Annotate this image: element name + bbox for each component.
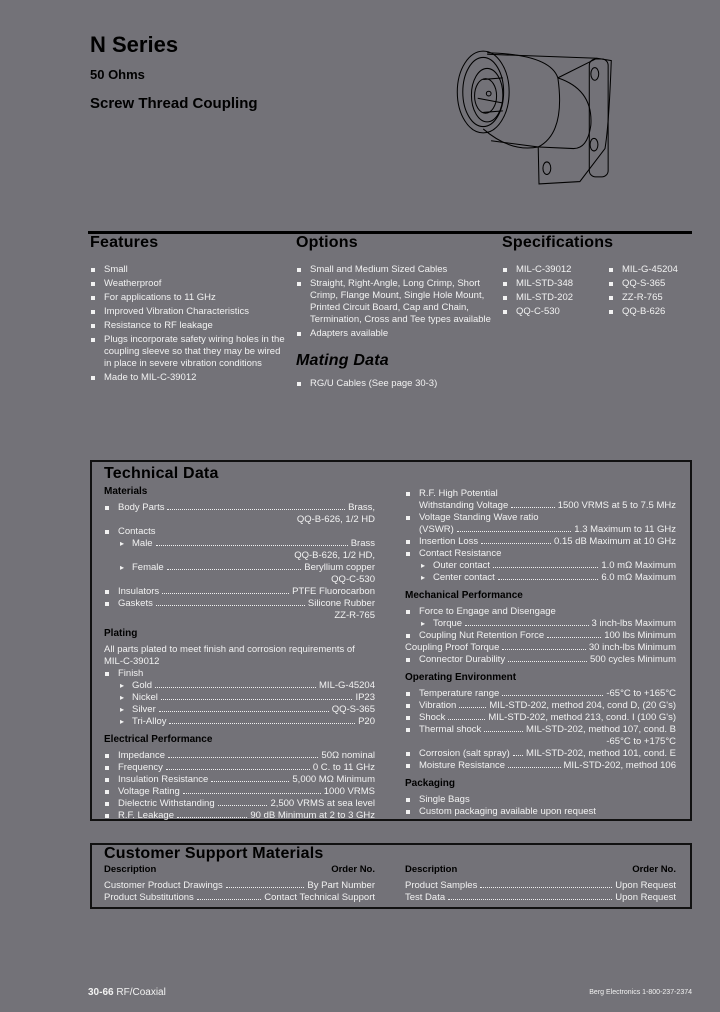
spec-label: Frequency xyxy=(118,762,163,773)
list-item: Improved Vibration Characteristics xyxy=(90,306,285,318)
support-order-no: Contact Technical Support xyxy=(264,892,375,903)
subsection-heading: Operating Environment xyxy=(405,672,517,683)
dot-leader xyxy=(226,887,305,888)
spec-row xyxy=(104,538,375,550)
spec-row xyxy=(104,704,375,716)
dot-leader xyxy=(168,757,318,758)
spec-value: QQ-S-365 xyxy=(331,704,375,715)
spec-value: Beryllium copper xyxy=(304,562,375,573)
spec-value: QQ-C-530 xyxy=(331,574,375,585)
dot-leader xyxy=(218,805,268,806)
spec-row xyxy=(104,502,375,514)
spec-label: ▸ Female xyxy=(132,562,164,573)
spec-label: (VSWR) xyxy=(419,524,454,535)
spec-row xyxy=(405,736,676,748)
dot-leader xyxy=(448,899,612,900)
technical-right-column xyxy=(405,488,676,818)
spec-label: ▸ Gold xyxy=(132,680,153,691)
list-item: Plugs incorporate safety wiring holes in the coupling sleeve so that they may be wired in place in severe vibration conditions xyxy=(90,334,285,370)
subsection-heading: Packaging xyxy=(405,778,456,789)
spec-value: 1500 VRMS at 5 to 7.5 MHz xyxy=(557,500,676,511)
spec-value: ZZ-R-765 xyxy=(334,610,375,621)
support-description: Product Samples xyxy=(405,880,478,891)
spec-value: P20 xyxy=(358,716,375,727)
spec-row xyxy=(405,536,676,548)
list-item: Resistance to RF leakage xyxy=(90,320,285,332)
specifications-heading: Specifications xyxy=(502,234,614,251)
spec-value: MIL-STD-202, method 213, cond. I (100 G's) xyxy=(488,712,676,723)
spec-value: PTFE Fluorocarbon xyxy=(292,586,375,597)
options-section xyxy=(296,234,491,392)
mating-list xyxy=(296,378,491,390)
footer-company: Berg Electronics 1-800-237-2374 xyxy=(589,989,692,996)
list-item: Small xyxy=(90,264,285,276)
spec-row xyxy=(104,680,375,692)
spec-row xyxy=(104,750,375,762)
spec-label: R.F. High Potential xyxy=(419,488,498,499)
coupling-subtitle: Screw Thread Coupling xyxy=(90,95,258,112)
spec-label: Thermal shock xyxy=(419,724,482,735)
dot-leader xyxy=(162,593,289,594)
spec-value: 1.3 Maximum to 11 GHz xyxy=(574,524,676,535)
page-number: 30-66 xyxy=(88,987,114,998)
spec-label: Dielectric Withstanding xyxy=(118,798,215,809)
spec-label: Voltage Rating xyxy=(118,786,180,797)
spec-label: Voltage Standing Wave ratio xyxy=(419,512,539,523)
spec-value: Silicone Rubber xyxy=(307,598,375,609)
spec-value: 1.0 mΩ Maximum xyxy=(601,560,676,571)
dot-leader xyxy=(459,707,486,708)
dot-leader xyxy=(502,695,603,696)
spec-label: ▸ Torque xyxy=(433,618,463,629)
spec-row xyxy=(405,500,676,512)
spec-row xyxy=(104,810,375,822)
features-heading: Features xyxy=(90,234,159,251)
list-item: MIL-STD-348 xyxy=(502,278,608,290)
spec-row xyxy=(405,760,676,772)
spec-row xyxy=(104,716,375,728)
features-list xyxy=(90,264,285,384)
spec-label: Single Bags xyxy=(419,794,470,805)
dot-leader xyxy=(484,731,523,732)
spec-label: Gaskets xyxy=(118,598,153,609)
dot-leader xyxy=(167,569,302,570)
mating-heading: Mating Data xyxy=(296,352,389,369)
dot-leader xyxy=(197,899,261,900)
list-item: QQ-C-530 xyxy=(502,306,608,318)
spec-value: -65°C to +175°C xyxy=(606,736,676,747)
spec-row xyxy=(405,618,676,630)
spec-label: Insertion Loss xyxy=(419,536,479,547)
spec-label: Moisture Resistance xyxy=(419,760,506,771)
spec-row xyxy=(405,794,676,806)
col-description: Description xyxy=(104,864,157,875)
col-description: Description xyxy=(405,864,458,875)
spec-row xyxy=(104,762,375,774)
dot-leader xyxy=(159,711,329,712)
spec-value: 0.15 dB Maximum at 10 GHz xyxy=(554,536,676,547)
customer-support-heading: Customer Support Materials xyxy=(104,845,324,862)
spec-row xyxy=(104,526,375,538)
spec-value: Brass xyxy=(350,538,375,549)
support-order-no: By Part Number xyxy=(307,880,375,891)
spec-label: Contact Resistance xyxy=(419,548,502,559)
spec-value: Brass, xyxy=(348,502,375,513)
paragraph: All parts plated to meet finish and corrosion requirements of MIL-C-39012 xyxy=(104,644,355,667)
spec-value: 90 dB Minimum at 2 to 3 GHz xyxy=(250,810,375,821)
list-item: MIL-STD-202 xyxy=(502,292,608,304)
spec-value: MIL-STD-202, method 204, cond D, (20 G's) xyxy=(489,700,676,711)
dot-leader xyxy=(547,637,601,638)
dot-leader xyxy=(155,687,316,688)
spec-value: 6.0 mΩ Maximum xyxy=(601,572,676,583)
spec-label: ▸ Silver xyxy=(132,704,156,715)
support-row xyxy=(405,880,676,892)
dot-leader xyxy=(457,531,571,532)
spec-value: 2,500 VRMS at sea level xyxy=(270,798,375,809)
list-item: Straight, Right-Angle, Long Crimp, Short Crimp, Flange Mount, Single Hole Mount, Printed Circuit Board, Cap and Chain, Termination, Cross and Tee types available xyxy=(296,278,491,326)
dot-leader xyxy=(465,625,588,626)
technical-left-column xyxy=(104,486,375,822)
support-row xyxy=(104,880,375,892)
subsection-heading: Mechanical Performance xyxy=(405,590,523,601)
spec-label: Force to Engage and Disengage xyxy=(419,606,556,617)
list-item: MIL-C-39012 xyxy=(502,264,608,276)
spec-value: QQ-B-626, 1/2 HD xyxy=(296,514,375,525)
spec-label: Vibration xyxy=(419,700,457,711)
dot-leader xyxy=(169,723,355,724)
options-heading: Options xyxy=(296,234,358,251)
list-item: For applications to 11 GHz xyxy=(90,292,285,304)
spec-row xyxy=(405,642,676,654)
list-item: ZZ-R-765 xyxy=(608,292,678,304)
spec-label: Temperature range xyxy=(419,688,500,699)
spec-row xyxy=(104,610,375,622)
spec-value: 500 cycles Minimum xyxy=(589,654,676,665)
spec-label: Body Parts xyxy=(118,502,165,513)
spec-label: Coupling Nut Retention Force xyxy=(419,630,545,641)
list-item: MIL-G-45204 xyxy=(608,264,678,276)
spec-row xyxy=(405,748,676,760)
list-item: Made to MIL-C-39012 xyxy=(90,372,285,384)
spec-row xyxy=(405,806,676,818)
spec-label: Withstanding Voltage xyxy=(419,500,509,511)
footer-page xyxy=(88,987,166,998)
spec-row xyxy=(405,688,676,700)
spec-label: ▸ Tri-Alloy xyxy=(132,716,167,727)
list-item: RG/U Cables (See page 30-3) xyxy=(296,378,491,390)
dot-leader xyxy=(502,649,586,650)
spec-value: MIL-STD-202, method 101, cond. E xyxy=(526,748,676,759)
spec-label: ▸ Center contact xyxy=(433,572,495,583)
dot-leader xyxy=(508,661,587,662)
dot-leader xyxy=(211,781,289,782)
dot-leader xyxy=(177,817,247,818)
subsection-heading: Electrical Performance xyxy=(104,734,213,745)
dot-leader xyxy=(511,507,554,508)
spec-label: Contacts xyxy=(118,526,156,537)
technical-data-heading: Technical Data xyxy=(104,465,219,482)
spec-value: MIL-STD-202, method 106 xyxy=(563,760,676,771)
dot-leader xyxy=(481,543,551,544)
support-description: Product Substitutions xyxy=(104,892,194,903)
dot-leader xyxy=(166,769,310,770)
support-description: Customer Product Drawings xyxy=(104,880,223,891)
list-item: QQ-S-365 xyxy=(608,278,678,290)
spec-row xyxy=(104,774,375,786)
spec-value: 1000 VRMS xyxy=(323,786,375,797)
dot-leader xyxy=(498,579,599,580)
footer-section: RF/Coaxial xyxy=(116,987,166,998)
support-right-table xyxy=(405,864,676,904)
spec-row xyxy=(104,692,375,704)
spec-row xyxy=(104,574,375,586)
features-section xyxy=(90,234,285,386)
spec-row xyxy=(405,630,676,642)
spec-row xyxy=(405,572,676,584)
spec-value: 30 inch-lbs Minimum xyxy=(588,642,676,653)
spec-value: MIL-G-45204 xyxy=(319,680,375,691)
spec-row xyxy=(405,524,676,536)
spec-value: MIL-STD-202, method 107, cond. B xyxy=(526,724,676,735)
spec-label: Coupling Proof Torque xyxy=(405,642,500,653)
spec-row xyxy=(405,606,676,618)
spec-label: Custom packaging available upon request xyxy=(419,806,596,817)
page-title: N Series xyxy=(90,32,179,57)
spec-row xyxy=(104,550,375,562)
dot-leader xyxy=(448,719,485,720)
spec-label: Insulation Resistance xyxy=(118,774,209,785)
col-order-no: Order No. xyxy=(331,864,375,875)
spec-row xyxy=(104,786,375,798)
dot-leader xyxy=(480,887,612,888)
spec-label: Insulators xyxy=(118,586,160,597)
support-description: Test Data xyxy=(405,892,446,903)
spec-value: 3 inch-lbs Maximum xyxy=(591,618,676,629)
spec-list-2 xyxy=(608,264,678,320)
spec-row xyxy=(405,654,676,666)
support-row xyxy=(104,892,375,904)
dot-leader xyxy=(513,755,523,756)
list-item: Small and Medium Sized Cables xyxy=(296,264,491,276)
support-row xyxy=(405,892,676,904)
spec-label: ▸ Outer contact xyxy=(433,560,491,571)
support-order-no: Upon Request xyxy=(615,880,676,891)
spec-row xyxy=(405,548,676,560)
spec-label: ▸ Male xyxy=(132,538,153,549)
spec-value: 5,000 MΩ Minimum xyxy=(292,774,375,785)
spec-row xyxy=(104,586,375,598)
spec-row xyxy=(104,798,375,810)
spec-label: Finish xyxy=(118,668,144,679)
spec-row xyxy=(104,668,375,680)
spec-value: 50Ω nominal xyxy=(321,750,375,761)
subsection-heading: Materials xyxy=(104,486,148,497)
list-item: Adapters available xyxy=(296,328,491,340)
dot-leader xyxy=(167,509,345,510)
spec-list-1 xyxy=(502,264,608,320)
spec-value: -65°C to +165°C xyxy=(606,688,676,699)
dot-leader xyxy=(493,567,598,568)
spec-value: 100 lbs Minimum xyxy=(604,630,676,641)
col-order-no: Order No. xyxy=(632,864,676,875)
spec-row xyxy=(405,700,676,712)
dot-leader xyxy=(183,793,321,794)
dot-leader xyxy=(161,699,353,700)
spec-row xyxy=(104,514,375,526)
spec-label: Corrosion (salt spray) xyxy=(419,748,510,759)
dot-leader xyxy=(156,545,348,546)
spec-row xyxy=(405,512,676,524)
spec-value: IP23 xyxy=(355,692,375,703)
spec-row xyxy=(405,724,676,736)
spec-label: ▸ Nickel xyxy=(132,692,158,703)
list-item: QQ-B-626 xyxy=(608,306,678,318)
spec-label: Connector Durability xyxy=(419,654,506,665)
spec-label: R.F. Leakage xyxy=(118,810,174,821)
dot-leader xyxy=(156,605,305,606)
connector-illustration xyxy=(440,35,660,215)
spec-row xyxy=(405,488,676,500)
spec-row xyxy=(405,560,676,572)
list-item: Weatherproof xyxy=(90,278,285,290)
spec-row xyxy=(405,712,676,724)
spec-label: Impedance xyxy=(118,750,166,761)
spec-value: 0 C. to 11 GHz xyxy=(312,762,375,773)
support-left-table xyxy=(104,864,375,904)
support-order-no: Upon Request xyxy=(615,892,676,903)
dot-leader xyxy=(508,767,560,768)
spec-row xyxy=(104,562,375,574)
specifications-section xyxy=(502,234,692,320)
spec-label: Shock xyxy=(419,712,446,723)
subsection-heading: Plating xyxy=(104,628,138,639)
options-list xyxy=(296,264,491,340)
spec-value: QQ-B-626, 1/2 HD, xyxy=(294,550,375,561)
spec-row xyxy=(104,598,375,610)
impedance-subtitle: 50 Ohms xyxy=(90,67,145,82)
